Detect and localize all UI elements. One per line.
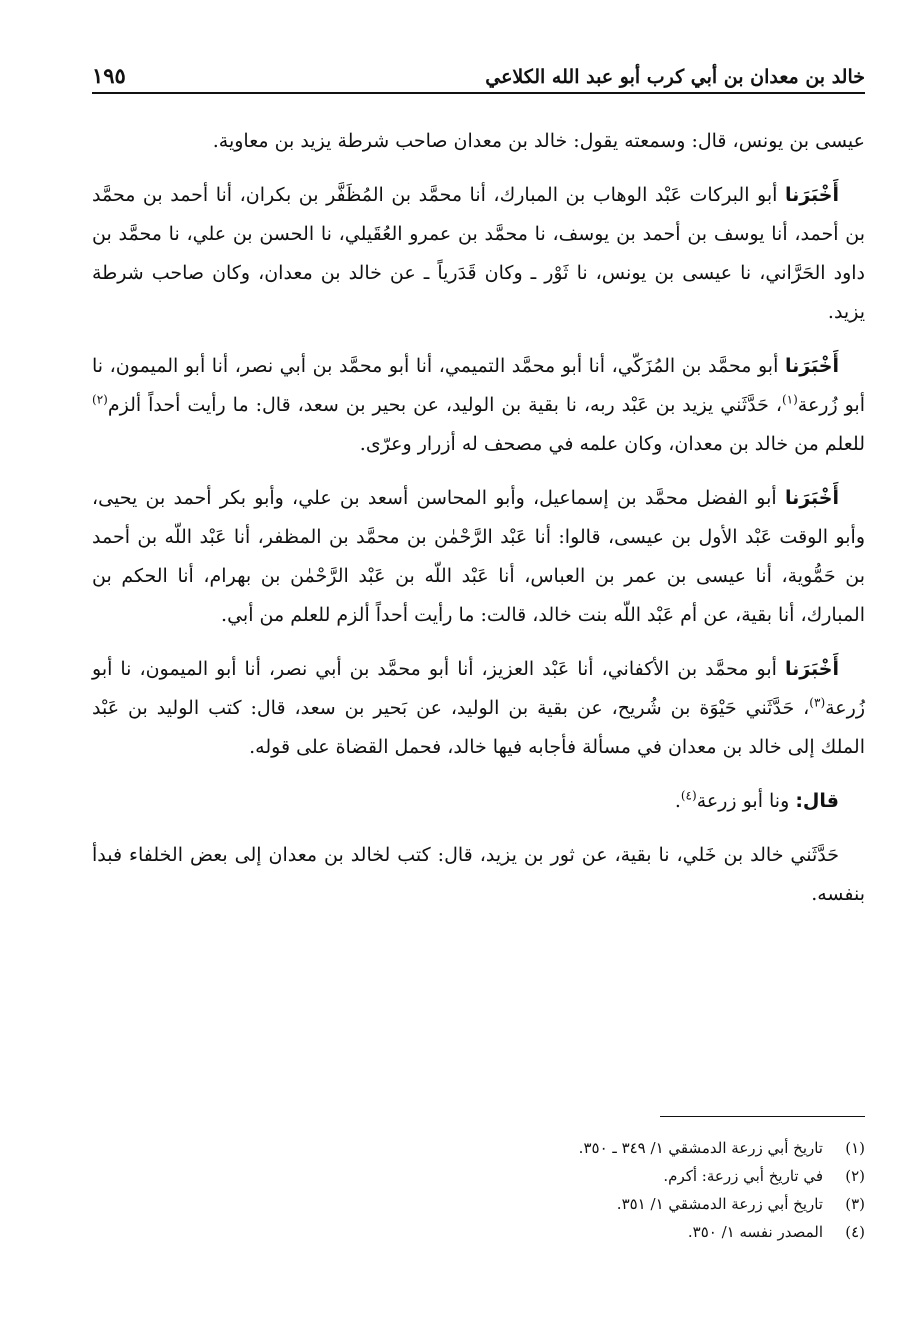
running-title: خالد بن معدان بن أبي كرب أبو عبد الله الكلاعي bbox=[485, 66, 865, 88]
paragraph-2 bbox=[92, 176, 865, 332]
footnote-text: تاريخ أبي زرعة الدمشقي ١/ ٣٥١. bbox=[616, 1195, 823, 1213]
paragraph-keyword: أَخْبَرَنا bbox=[784, 184, 839, 206]
paragraph-text: أبو البركات عَبْد الوهاب بن المبارك، أنا محمَّد بن المُظَفَّر بن بكران، أنا أحمد بن محمَّد بن أحمد، أنا يوسف بن أحمد بن يوسف، نا محمَّد بن عمرو العُقَيلي، نا الحسن بن علي، نا محمَّد بن داود الحَرَّاني، نا عيسى بن يونس، نا ثَوْر ـ وكان قَدَرياً ـ عن خالد بن معدان، وكان صاحب شرطة يزيد. bbox=[92, 184, 865, 323]
footnote-item bbox=[92, 1218, 865, 1246]
footnote-divider bbox=[660, 1116, 865, 1117]
paragraph-5 bbox=[92, 650, 865, 767]
footnote-text: تاريخ أبي زرعة الدمشقي ١/ ٣٤٩ ـ ٣٥٠. bbox=[578, 1139, 823, 1157]
paragraph-4 bbox=[92, 479, 865, 635]
paragraph-text-cont: للعلم من خالد بن معدان، وكان علمه في مصحف له أزرار وعرّى. bbox=[359, 433, 865, 455]
footnote-number: (٤) bbox=[845, 1223, 865, 1241]
header-divider bbox=[92, 92, 865, 94]
paragraph-keyword: قال: bbox=[795, 790, 839, 812]
page-number: ١٩٥ bbox=[92, 63, 126, 88]
footnote-number: (٢) bbox=[845, 1167, 865, 1185]
footnote-item bbox=[92, 1134, 865, 1162]
footnote-number: (١) bbox=[845, 1139, 865, 1157]
footnote-reference[interactable]: (٤) bbox=[680, 788, 697, 803]
paragraph-text: أبو الفضل محمَّد بن إسماعيل، وأبو المحاسن أسعد بن علي، وأبو بكر أحمد بن يحيى، وأبو الوقت عَبْد الأول بن عيسى، قالوا: أنا عَبْد الرَّحْمٰن بن محمَّد بن المظفر، أنا عَبْد اللّه بن أحمد بن حَمُّوية، أنا عيسى بن عمر بن العباس، أنا عَبْد اللّه بن عَبْد الرَّحْمٰن بن بهرام، أنا الحكم بن المبارك، أنا بقية، عن أم عَبْد اللّه بنت خالد، قالت: ما رأيت أحداً ألزم للعلم من أبي. bbox=[92, 487, 865, 626]
footnote-reference[interactable]: (١) bbox=[781, 392, 798, 407]
paragraph-text: ونا أبو زرعة bbox=[696, 790, 796, 812]
footnote-number: (٣) bbox=[845, 1195, 865, 1213]
paragraph-text: حَدَّثَني خالد بن خَلي، نا بقية، عن ثور بن يزيد، قال: كتب لخالد بن معدان إلى بعض الخلفاء فبدأ بنفسه. bbox=[92, 844, 865, 905]
paragraph-text-cont: ، حَدَّثَني يزيد بن عَبْد ربه، نا بقية بن الوليد، عن بحير بن سعد، قال: ما رأيت أحداً ألزم bbox=[107, 394, 782, 416]
paragraph-text-cont: . bbox=[674, 790, 681, 812]
paragraph-text: عيسى بن يونس، قال: وسمعته يقول: خالد بن معدان صاحب شرطة يزيد بن معاوية. bbox=[212, 130, 865, 152]
footnote-text: المصدر نفسه ١/ ٣٥٠. bbox=[687, 1223, 823, 1241]
paragraph-7 bbox=[92, 836, 865, 914]
paragraph-text: أبو محمَّد بن المُزَكّي، أنا أبو محمَّد التميمي، أنا أبو محمَّد بن أبي نصر، أنا أبو الميمون، نا أبو زُرعة bbox=[92, 355, 865, 416]
paragraph-text-cont: ، حَدَّثَني حَيْوَة بن شُريح، عن بقية بن الوليد، عن بَحير بن سعد، قال: كتب الوليد بن عَبْد الملك إلى خالد بن معدان في مسألة فأجابه فيها خالد، فحمل القضاة على قوله. bbox=[92, 697, 865, 758]
paragraph-3 bbox=[92, 347, 865, 464]
paragraph-keyword: أَخْبَرَنا bbox=[784, 658, 839, 680]
main-text bbox=[92, 122, 865, 929]
footnote-item bbox=[92, 1162, 865, 1190]
paragraph-text: أبو محمَّد بن الأكفاني، أنا عَبْد العزيز، أنا أبو محمَّد بن أبي نصر، أنا أبو الميمون، نا أبو زُرعة bbox=[92, 658, 865, 719]
paragraph-1 bbox=[92, 122, 865, 161]
paragraph-6 bbox=[92, 782, 865, 821]
paragraph-keyword: أَخْبَرَنا bbox=[784, 355, 839, 377]
footnote-item bbox=[92, 1190, 865, 1218]
footnotes bbox=[92, 1134, 865, 1246]
footnote-reference[interactable]: (٢) bbox=[92, 392, 108, 407]
page-header bbox=[92, 52, 865, 88]
footnote-reference[interactable]: (٣) bbox=[809, 695, 826, 710]
footnote-text: في تاريخ أبي زرعة: أكرم. bbox=[663, 1167, 823, 1185]
paragraph-keyword: أَخْبَرَنا bbox=[784, 487, 839, 509]
